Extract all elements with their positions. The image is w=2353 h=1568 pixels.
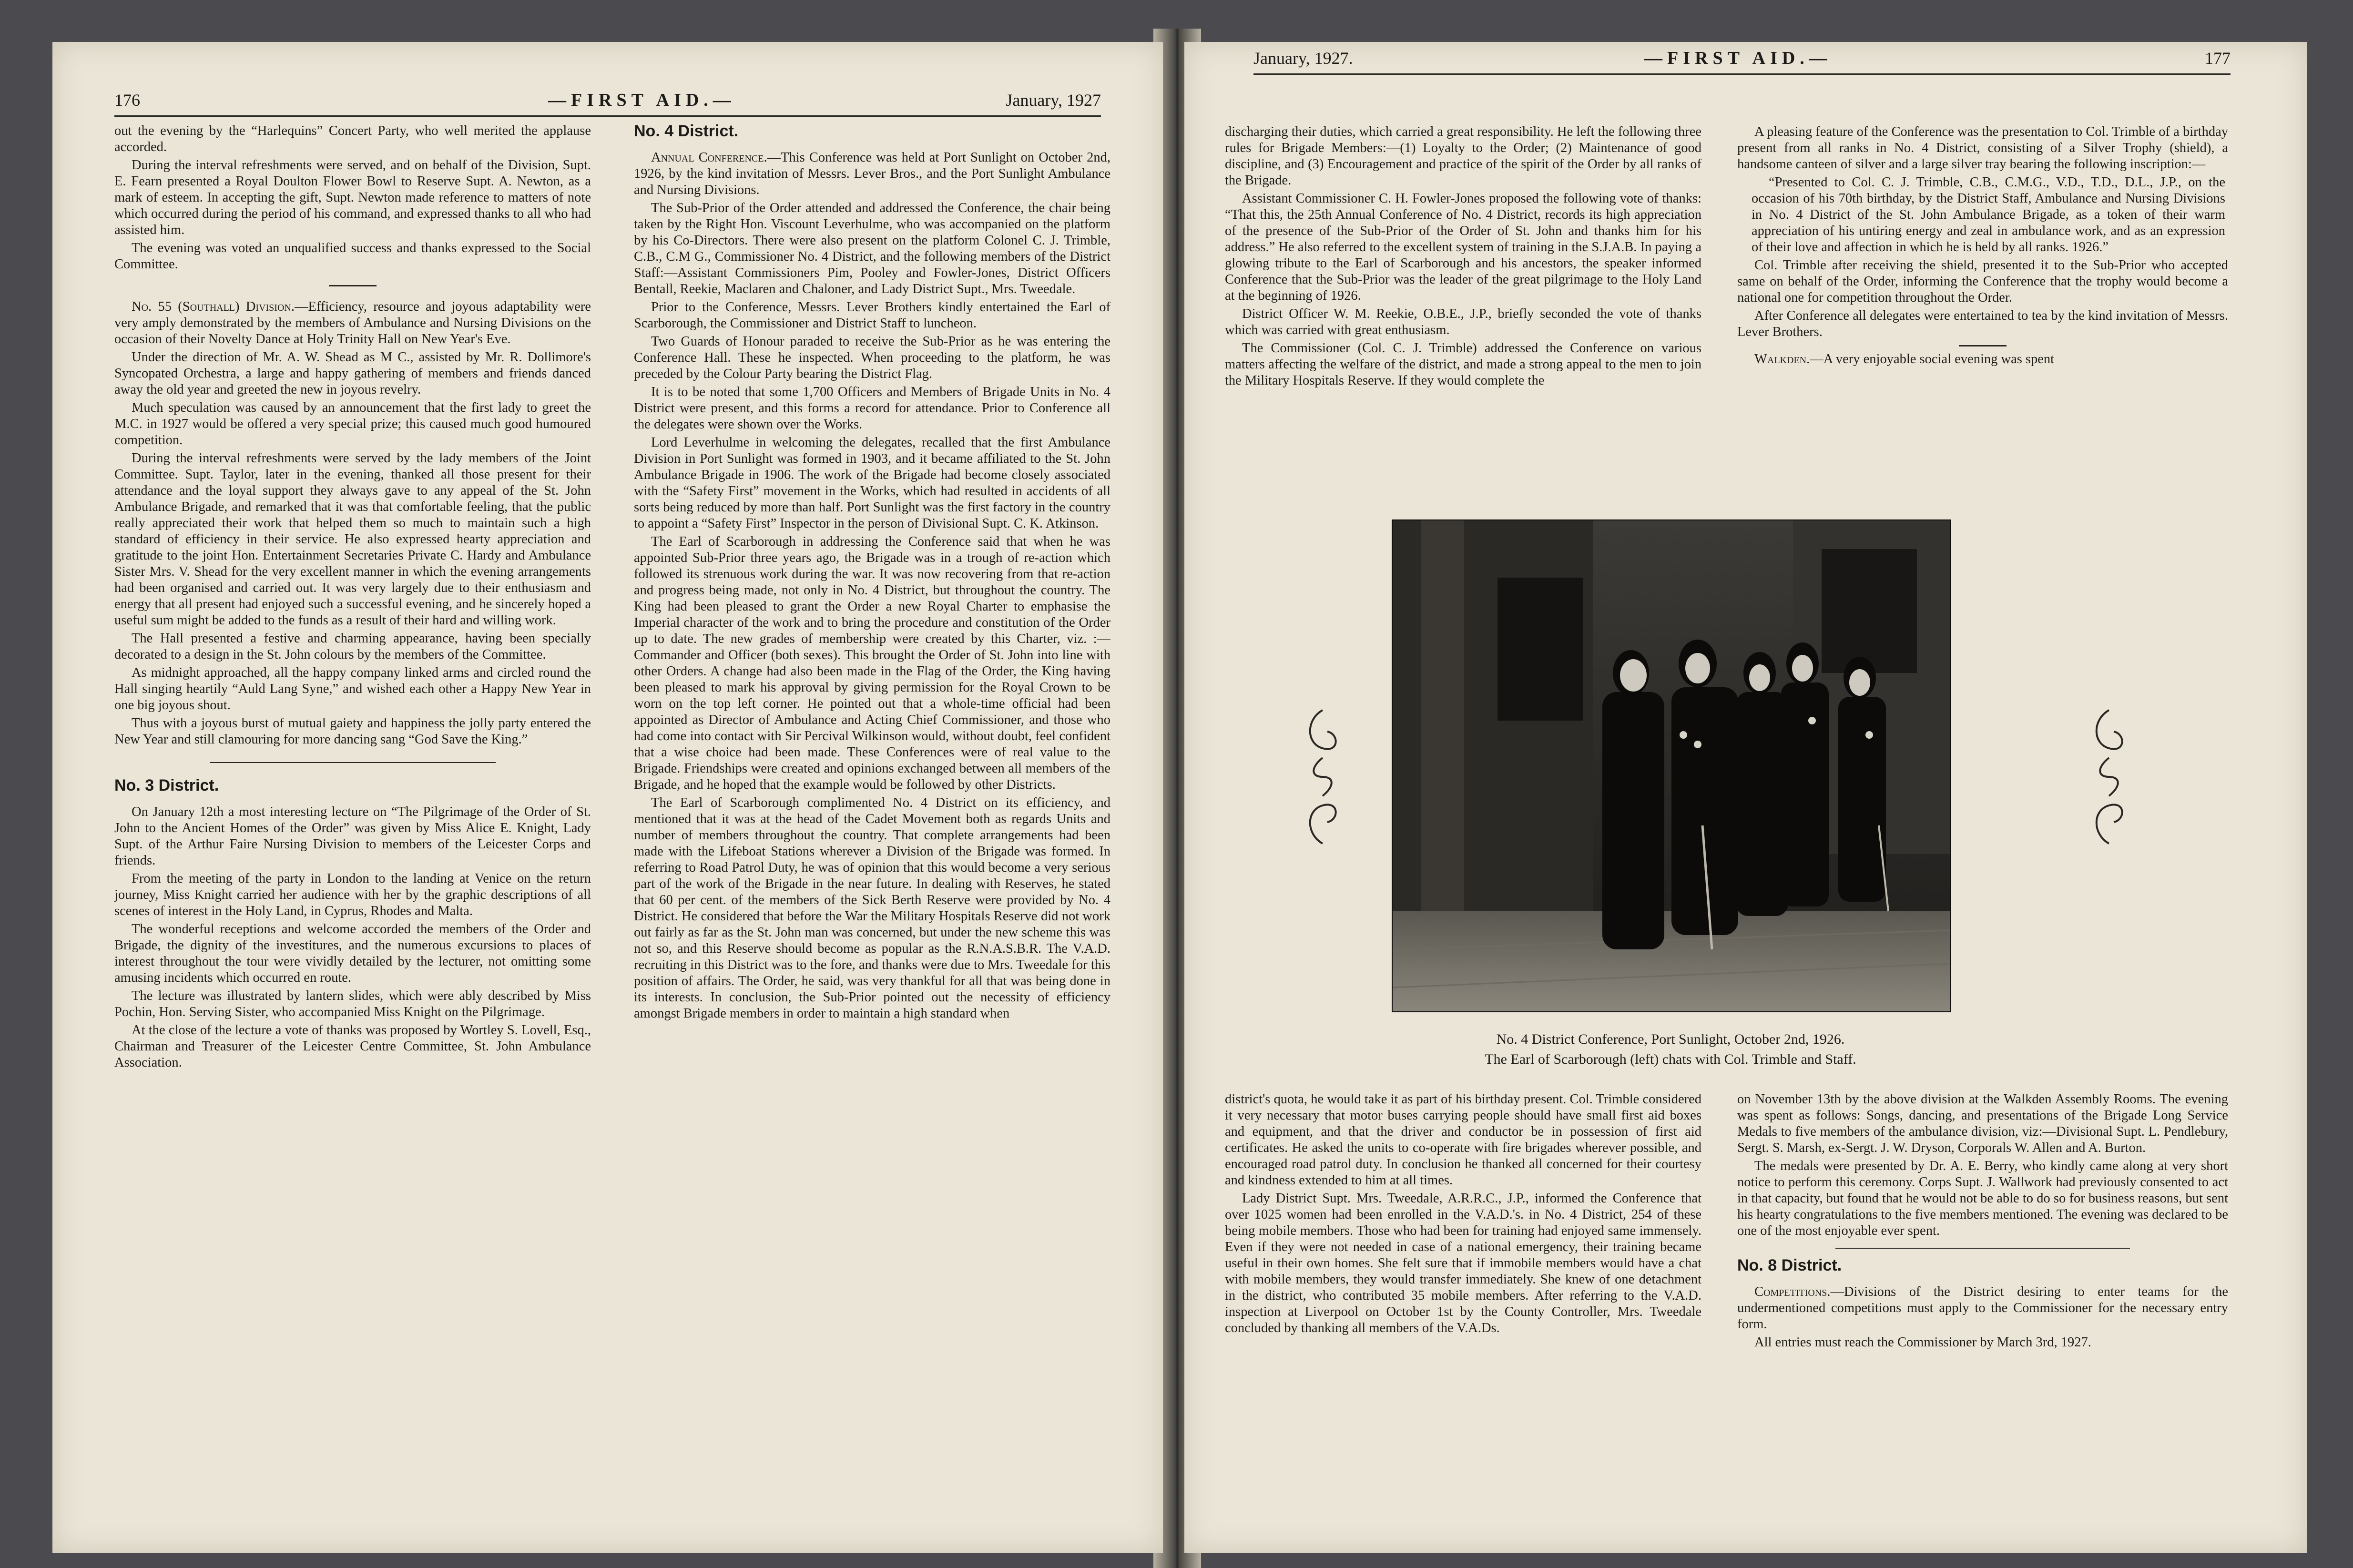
caption-line: The Earl of Scarborough (left) chats with Col. Trimble and Staff. [1485, 1051, 1856, 1067]
paragraph: From the meeting of the party in London to the landing at Venice on the return journey, Miss Knight carried her audience with her by the graphic descriptions of all scenes of interest in the Holy Land, in Cyprus, Rhodes and Malta. [114, 871, 591, 918]
paragraph: Thus with a joyous burst of mutual gaiety and happiness the jolly party entered the New Year and still clamouring for more dancing sang “God Save the King.” [114, 716, 591, 747]
photo-caption [1354, 1029, 1987, 1069]
paragraph: On January 12th a most interesting lecture on “The Pilgrimage of the Order of St. John to the Ancient Homes of the Order” was given by Miss Alice E. Knight, Lady Supt. of the Arthur Faire Nursing Division to members of the Leicester Corps and friends. [114, 804, 591, 868]
left-page [52, 42, 1163, 1553]
scroll-ornament-left [1301, 705, 1344, 848]
paragraph: As midnight approached, all the happy company linked arms and circled round the Hall singing heartily “Auld Lang Syne,” and wished each other a Happy New Year in one big joyous shout. [114, 665, 591, 713]
photo-scene [1393, 520, 1950, 1011]
paragraph: —Divisions of the District desiring to enter teams for the undermentioned competitions must apply to the Commissioner for the necessary entry form. [1737, 1284, 2228, 1332]
paragraph: The medals were presented by Dr. A. E. Berry, who kindly came along at very short notice to perform this ceremony. Corps Supt. J. Wallwork had previously consented to act in that capacity, but found that he would not be able to do so for business reasons, but sent his hearty congratulations to the five members mentioned. The evening was declared to be one of the most enjoyable ever spent. [1737, 1159, 2228, 1238]
article-column-1 [114, 123, 591, 1505]
issue-date: January, 1927. [1253, 49, 1353, 68]
paragraph: Prior to the Conference, Messrs. Lever Brothers kindly entertained the Earl of Scarborough, the Commissioner and District Staff to luncheon. [634, 300, 1110, 331]
masthead: —FIRST AID.— [548, 90, 736, 110]
paragraph: Col. Trimble after receiving the shield, presented it to the Sub-Prior who accepted same on behalf of the Order, informing the Conference that the trophy would become a national one for competition throughout the Order. [1737, 258, 2228, 305]
paragraph: The lecture was illustrated by lantern slides, which were ably described by Miss Pochin, Hon. Serving Sister, who accompanied Miss Knight on the Pilgrimage. [114, 988, 591, 1019]
issue-date: January, 1927 [1006, 91, 1101, 110]
section-lead: Walkden. [1754, 352, 1810, 367]
section-heading: No. 8 District. [1737, 1256, 1842, 1274]
running-head-left [114, 85, 1101, 117]
paragraph: discharging their duties, which carried a great responsibility. He left the following three rules for Brigade Members:—(1) Loyalty to the Order; (2) Maintenance of good discipline, and (3) Encouragement and practice of the spirit of the Order by all ranks of the Brigade. [1225, 124, 1701, 188]
paragraph: Under the direction of Mr. A. W. Shead as M C., assisted by Mr. R. Dollimore's Syncopated Orchestra, a large and happy gathering of members and friends danced away the old year and greeted the new in joyous revelry. [114, 350, 591, 397]
article-column-4 [1737, 124, 2228, 505]
paragraph: Much speculation was caused by an announcement that the first lady to greet the M.C. in 1927 would be offered a very special prize; this caused much good humoured competition. [114, 400, 591, 448]
article-column-2 [634, 123, 1110, 1505]
section-heading: No. 4 District. [634, 123, 739, 140]
section-heading: No. 3 District. [114, 776, 219, 794]
paragraph: Assistant Commissioner C. H. Fowler-Jones proposed the following vote of thanks: “That this, the 25th Annual Conference of No. 4 District, records its high appreciation of the presence of the Sub-Prior of the Order of St. John and thanks him for his address.” He also referred to the excellent system of training in the S.J.A.B. In paying a glowing tribute to the Earl of Scarborough and his ancestors, the speaker informed Conference that the Sub-Prior was the leader of the great pilgrimage to the Holy Land at the beginning of 1926. [1225, 191, 1701, 303]
paragraph: During the interval refreshments were served, and on behalf of the Division, Supt. E. Fearn presented a Royal Doulton Flower Bowl to Reserve Supt. A. Newton, as a mark of esteem. In accepting the gift, Supt. Newton made reference to matters of note which occurred during the period of his command, and expressed thanks to all who had assisted him. [114, 158, 591, 237]
paragraph: The Hall presented a festive and charming appearance, having been specially decorated to a design in the St. John colours by the members of the Committee. [114, 631, 591, 662]
paragraph: The Earl of Scarborough complimented No. 4 District on its efficiency, and mentioned that it was at the head of the Cadet Movement both as regards Units and number of members throughout the country. That complete arrangements had been made with the Lifeboat Stations wherever a Division of the Brigade was formed. In referring to Road Patrol Duty, he was of opinion that this would become a very serious part of the work of the Brigade in the near future. In dealing with Reserves, he stated that 60 per cent. of the members of the Sick Berth Reserve were provided by No. 4 District. He considered that before the War the Military Hospitals Reserve did not work out fairly as far as the St. John man was concerned, but under the new scheme this was not so, and this Reserve should become as popular as the R.N.A.S.B.R. The V.A.D. recruiting in this District was to the fore, and thanks were due to Mrs. Tweedale for this position of affairs. The Order, he said, was very thankful for all that was being done in its interests. In conclusion, the Sub-Prior pointed out the necessity of efficiency amongst Brigade members in order to maintain a high standard when [634, 795, 1110, 1021]
paragraph: The evening was voted an unqualified success and thanks expressed to the Social Committee. [114, 241, 591, 272]
inscription-quote: “Presented to Col. C. J. Trimble, C.B., C.M.G., V.D., T.D., D.L., J.P., on the occasion of his 70th birthday, by the District Staff, Ambulance and Nursing Divisions in No. 4 District of the St. John Ambulance Brigade, as a token of their warm appreciation of his untiring energy and zeal in ambulance work, and as an expression of their love and affection in which he is held by all ranks. 1926.” [1752, 175, 2225, 255]
paragraph: The Earl of Scarborough in addressing the Conference said that when he was appointed Sub-Prior three years ago, the Brigade was in a trough of re-action which followed its strenuous work during the war. It was now recovering from that re-action and progress being made, not only in No. 4 District, but throughout the country. The King had been pleased to grant the Order a new Royal Charter to emphasise the Imperial character of the work and to bring the procedure and constitution of the Order up to date. The new grades of membership were created by this Charter, viz. :—Commander and Officer (both sexes). This brought the Order of St. John into line with other Orders. A change had also been made in the Flag of the Order, the King having been pleased to mark his approval by giving permission for the Royal Crown to be worn on the top left corner. He pointed out that a whole-time official had been appointed as Director of Ambulance and Acting Chief Commissioner, and those who had come into contact with Sir Percival Wilkinson would, without doubt, feel confident that a wise choice had been made. These Conferences were of real value to the Brigade. Friendships were created and opinions exchanged between all members of the Brigade, and he hoped that the example would be followed by other Districts. [634, 534, 1110, 792]
paragraph: The Commissioner (Col. C. J. Trimble) addressed the Conference on various matters affecting the welfare of the district, and made a strong appeal to the men to join the Military Hospitals Reserve. If they would complete the [1225, 341, 1701, 388]
divider [1959, 345, 2007, 346]
paragraph: The Sub-Prior of the Order attended and addressed the Conference, the chair being taken by the Right Hon. Viscount Leverhulme, who was accompanied on the platform by his Co-Directors. There were also present on the platform Colonel C. J. Trimble, C.B., C.M G., Commissioner No. 4 District, and the following members of the District Staff:—Assistant Commissioners Pim, Pooley and Fowler-Jones, District Officers Bentall, Reekie, Maclaren and Chaloner, and Lady District Supt., Mrs. Tweedale. [634, 201, 1110, 296]
section-lead: No. 55 (Southall) Division. [132, 299, 295, 314]
paragraph: Two Guards of Honour paraded to receive the Sub-Prior as he was entering the Conference Hall. These he inspected. When proceeding to the platform, he was preceded by the Colour Party bearing the District Flag. [634, 334, 1110, 381]
divider [329, 285, 377, 286]
paragraph: District Officer W. M. Reekie, O.B.E., J.P., briefly seconded the vote of thanks which was carried with great enthusiasm. [1225, 306, 1701, 337]
paragraph: district's quota, he would take it as part of his birthday present. Col. Trimble considered it very necessary that motor buses carrying people should have small first aid boxes and equipment, and that the driver and conductor be in possession of first aid certificates. He asked the units to co-operate with fire brigades wherever possible, and encouraged road patrol duty. In conclusion he thanked all concerned for their courtesy and kindness extended to him at all times. [1225, 1092, 1701, 1188]
paragraph: —A very enjoyable social evening was spent [1810, 352, 2055, 367]
paragraph: A pleasing feature of the Conference was the presentation to Col. Trimble of a birthday present from all ranks in No. 4 District, consisting of a Silver Trophy (shield), a handsome canteen of silver and a large silver tray bearing the following inscription:— [1737, 124, 2228, 172]
page-number: 177 [2205, 49, 2231, 68]
section-lead: Annual Conference. [651, 150, 767, 165]
paragraph: After Conference all delegates were entertained to tea by the kind invitation of Messrs. Lever Brothers. [1737, 308, 2228, 339]
page-number: 176 [114, 91, 140, 110]
paragraph: It is to be noted that some 1,700 Officers and Members of Brigade Units in No. 4 District were present, and this forms a record for attendance. Prior to Conference all the delegates were shown over the Works. [634, 385, 1110, 432]
paragraph: All entries must reach the Commissioner by March 3rd, 1927. [1754, 1335, 2091, 1350]
conference-photograph [1392, 519, 1951, 1012]
section-lead: Competitions. [1754, 1284, 1831, 1299]
paragraph: —This Conference was held at Port Sunlight on October 2nd, 1926, by the kind invitation of Messrs. Lever Bros., and the Port Sunlight Ambulance and Nursing Divisions. [634, 150, 1110, 197]
divider [1835, 1248, 2130, 1249]
article-column-5 [1225, 1091, 1701, 1463]
scroll-ornament-right [2088, 705, 2130, 848]
paragraph: Lady District Supt. Mrs. Tweedale, A.R.R.C., J.P., informed the Conference that over 1025 women had been enrolled in the V.A.D.'s. in No. 4 District, 254 of these being mobile members. Those who had been for training had enjoyed same immensely. Even if they were not needed in case of a national emergency, their training became useful in their own homes. She felt sure that if immobile members would have a chat with mobile members, they would transfer immediately. She knew of one detachment in the district, who contributed 35 mobile members. After referring to the V.A.D. inspection at Liverpool on October 1st by the County Controller, Mrs. Tweedale concluded by thanking all members of the V.A.Ds. [1225, 1191, 1701, 1335]
paragraph: Lord Leverhulme in welcoming the delegates, recalled that the first Ambulance Division in Port Sunlight was formed in 1903, and it became affiliated to the St. John Ambulance Brigade in 1906. The work of the Brigade had become closely associated with the “Safety First” movement in the Works, which had resulted in accidents of all sorts being reduced by more than half. Port Sunlight was the first factory in the country to appoint a “Safety First” Inspector in the person of Divisional Supt. C. K. Atkinson. [634, 435, 1110, 531]
paragraph: on November 13th by the above division at the Walkden Assembly Rooms. The evening was spent as follows: Songs, dancing, and presentations of the Brigade Long Service Medals to five members of the ambulance division, viz:—Divisional Supt. L. Pendlebury, Sergt. S. Marsh, ex-Sergt. J. W. Dryson, Corporals W. Allen and A. Burton. [1737, 1092, 2228, 1155]
paragraph: out the evening by the “Harlequins” Concert Party, who well merited the applause accorded. [114, 123, 591, 154]
article-column-6 [1737, 1091, 2228, 1463]
masthead: —FIRST AID.— [1644, 48, 1832, 68]
paragraph: —Efficiency, resource and joyous adaptability were very amply demonstrated by the members of Ambulance and Nursing Divisions on the occasion of their Novelty Dance at Holy Trinity Hall on New Year's Eve. [114, 299, 591, 346]
paragraph: During the interval refreshments were served by the lady members of the Joint Committee. Supt. Taylor, later in the evening, thanked all those present for their attendance and the loyal support they always gave to any appeal of the St. John Ambulance Brigade, and remarked that it was that comfortable feeling, that the public really appreciated their work that helped them so much to maintain such a high standard of efficiency in their service. He also expressed hearty appreciation and gratitude to the joint Hon. Entertainment Secretaries Private C. Hardy and Ambulance Sister Mrs. V. Shead for the very excellent manner in which the evening arrangements had been organised and carried out. It was very largely due to their enthusiasm and energy that all present had enjoyed such a successful evening, and he sincerely hoped a useful sum might be added to the funds as a result of their hard and willing work. [114, 451, 591, 628]
caption-line: No. 4 District Conference, Port Sunlight, October 2nd, 1926. [1496, 1031, 1845, 1047]
article-column-3 [1225, 124, 1701, 505]
paragraph: At the close of the lecture a vote of thanks was proposed by Wortley S. Lovell, Esq., Chairman and Treasurer of the Leicester Centre Committee, St. John Ambulance Association. [114, 1023, 591, 1070]
paragraph: The wonderful receptions and welcome accorded the members of the Order and Brigade, the dignity of the investitures, and the numerous excursions to places of interest throughout the tour were vividly detailed by the lecturer, not omitting some amusing incidents which occurred en route. [114, 922, 591, 985]
divider [210, 762, 496, 763]
running-head-right [1253, 43, 2231, 75]
